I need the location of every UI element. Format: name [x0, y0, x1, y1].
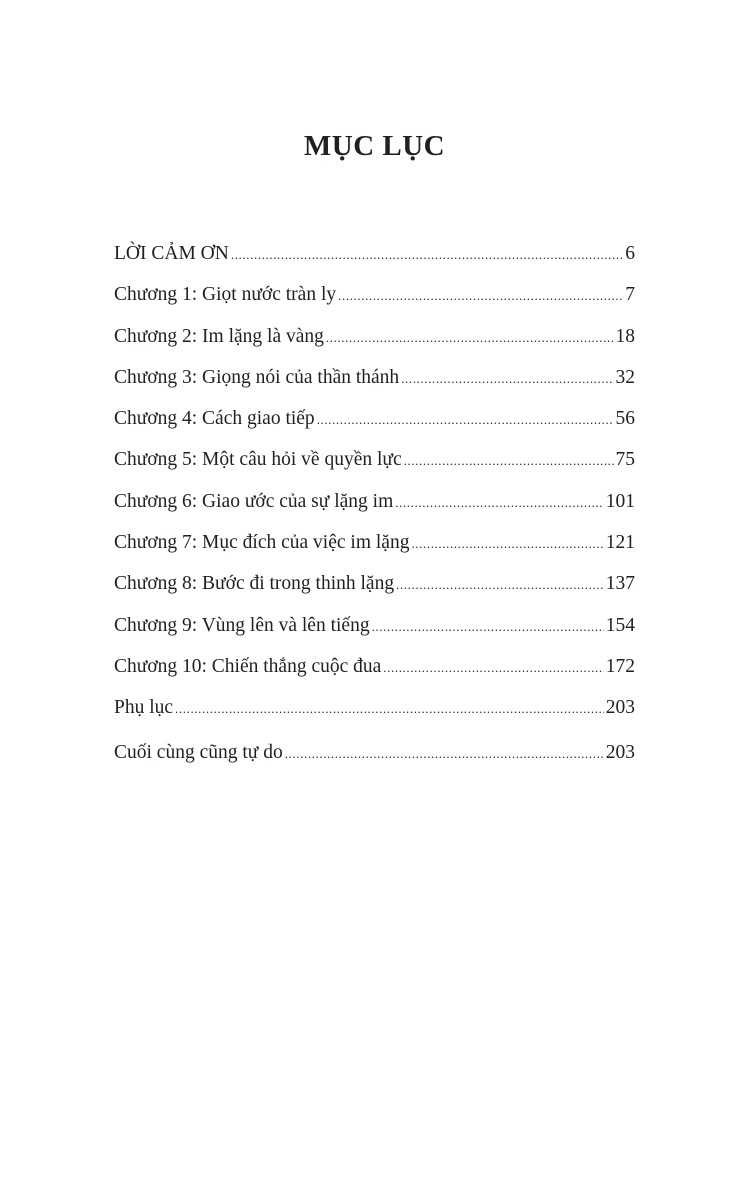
- toc-entry-label: Chương 6: Giao ước của sự lặng im: [114, 490, 394, 512]
- toc-entry-page: 203: [605, 697, 635, 719]
- toc-entry-page: 172: [605, 655, 635, 677]
- toc-entry-label: Chương 5: Một câu hỏi về quyền lực: [114, 449, 402, 471]
- toc-entry[interactable]: [114, 323, 635, 364]
- dot-leader: [401, 365, 613, 393]
- dot-leader: [411, 530, 603, 558]
- dot-leader: [175, 695, 604, 723]
- dot-leader: [285, 740, 604, 768]
- toc-entry-page: 32: [615, 366, 635, 388]
- toc-entry-label: Chương 8: Bước đi trong thinh lặng: [114, 573, 395, 595]
- toc-entry[interactable]: [114, 446, 635, 487]
- dot-leader: [404, 447, 614, 475]
- toc-entry[interactable]: [114, 529, 635, 570]
- toc-entry-page: 7: [625, 284, 635, 306]
- toc-entry-label: Chương 10: Chiến thắng cuộc đua: [114, 655, 382, 677]
- toc-entry-page: 203: [605, 741, 635, 763]
- toc-entry[interactable]: [114, 488, 635, 529]
- toc-entry[interactable]: [114, 653, 635, 694]
- toc-entry-label: Chương 2: Im lặng là vàng: [114, 325, 324, 347]
- dot-leader: [395, 489, 604, 517]
- toc-entry-page: 101: [605, 490, 635, 512]
- toc-entry[interactable]: [114, 405, 635, 446]
- toc-entry-label: Chương 1: Giọt nước tràn ly: [114, 284, 337, 306]
- toc-entry-label: Chương 3: Giọng nói của thần thánh: [114, 366, 400, 388]
- toc-entry-page: 56: [615, 408, 635, 430]
- toc-entry-page: 137: [605, 573, 635, 595]
- toc-entry-label: Cuối cùng cũng tự do: [114, 741, 283, 763]
- toc-entry-page: 154: [605, 614, 635, 636]
- toc-entry[interactable]: [114, 570, 635, 611]
- dot-leader: [383, 654, 603, 682]
- toc-entry[interactable]: [114, 240, 635, 281]
- toc-entry-label: Chương 7: Mục đích của việc im lặng: [114, 532, 410, 554]
- toc-entry-page: 6: [625, 243, 635, 264]
- dot-leader: [231, 241, 623, 269]
- toc-entry-page: 18: [615, 325, 635, 347]
- toc-entry-label: Phụ lục: [114, 697, 174, 719]
- toc-entry-page: 75: [615, 449, 635, 471]
- dot-leader: [372, 613, 604, 641]
- toc-entry[interactable]: [114, 612, 635, 653]
- dot-leader: [396, 571, 604, 599]
- toc-entry-page: 121: [605, 532, 635, 554]
- toc-entry[interactable]: [114, 739, 635, 780]
- dot-leader: [338, 282, 623, 310]
- toc-entry[interactable]: [114, 281, 635, 322]
- toc-entry[interactable]: [114, 694, 635, 735]
- toc-entry[interactable]: [114, 364, 635, 405]
- dot-leader: [317, 406, 614, 434]
- toc-entry-label: Chương 9: Vùng lên và lên tiếng: [114, 614, 370, 636]
- toc-entry-label: Chương 4: Cách giao tiếp: [114, 408, 315, 430]
- page-title: MỤC LỤC: [303, 130, 446, 162]
- table-of-contents: [114, 240, 635, 780]
- dot-leader: [326, 324, 614, 352]
- toc-entry-label: LỜI CẢM ƠN: [114, 243, 229, 264]
